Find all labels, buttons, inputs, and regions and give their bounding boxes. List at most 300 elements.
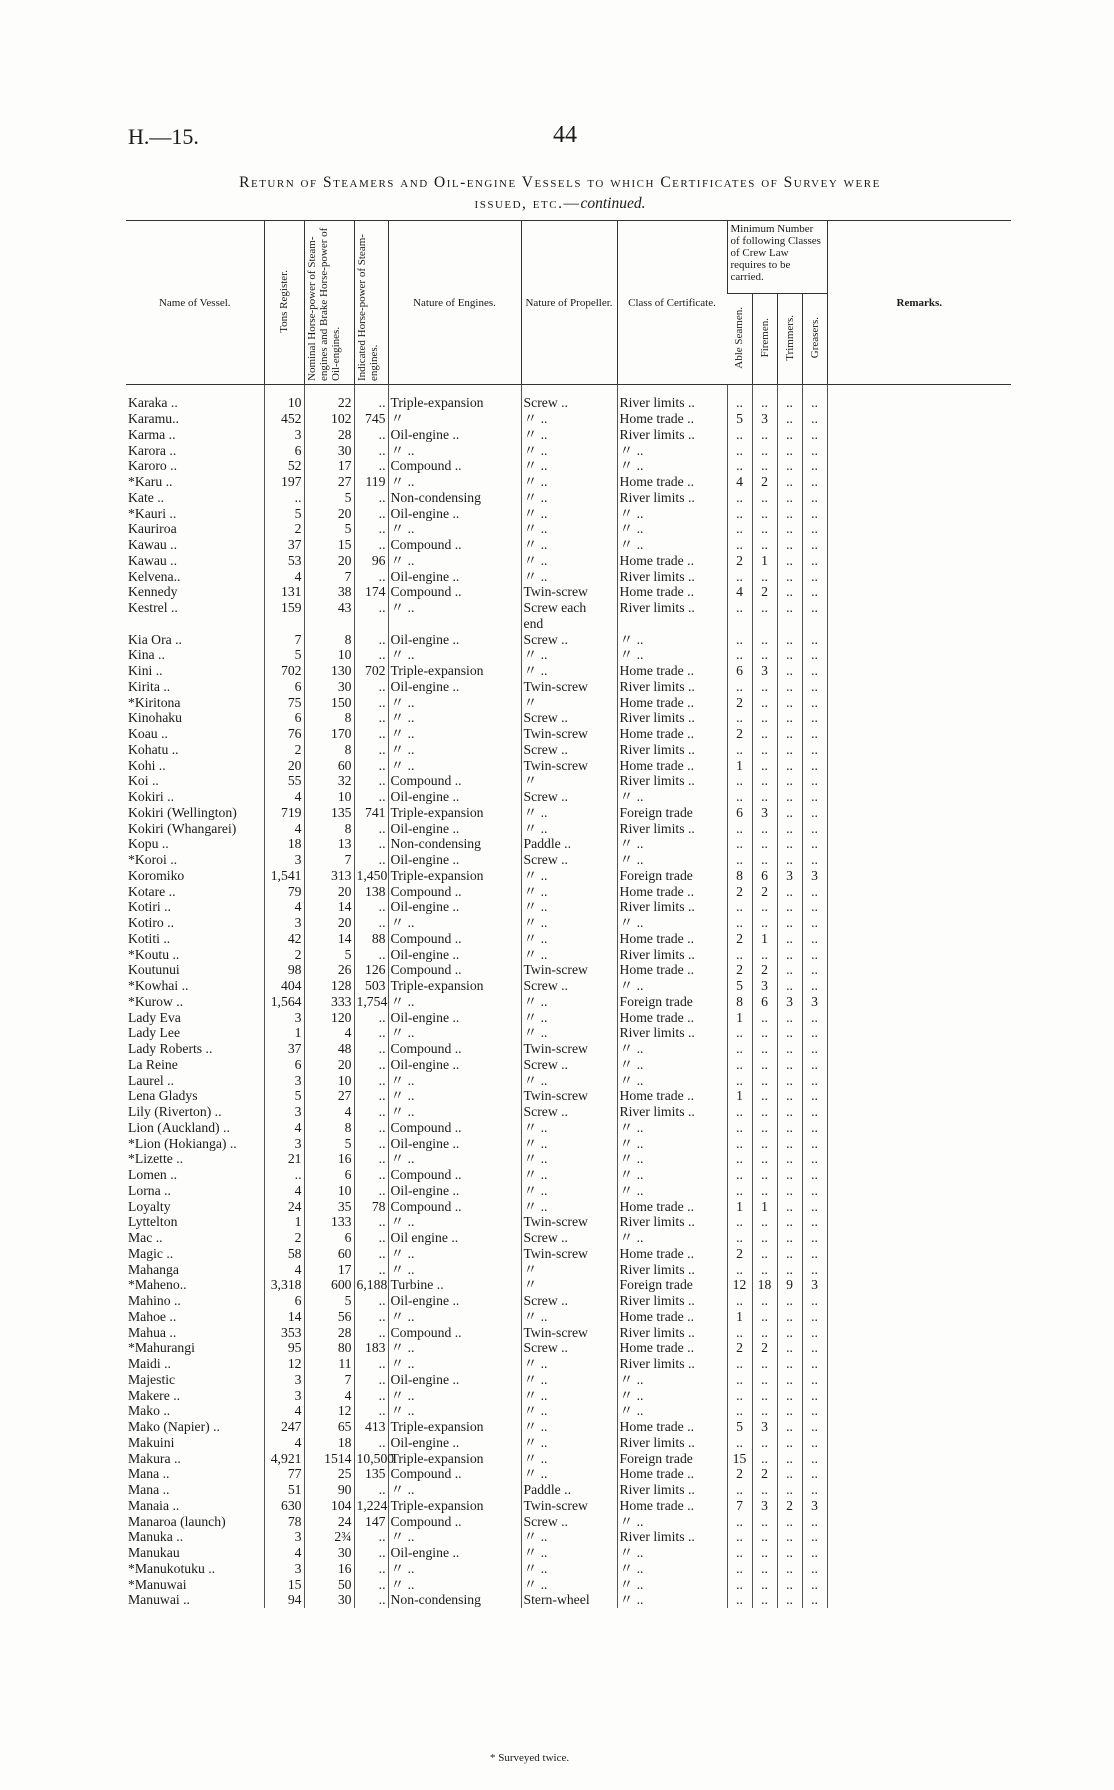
cell-able-seamen: .. bbox=[727, 836, 752, 852]
cell-vessel-name: Karaka .. bbox=[128, 395, 178, 411]
cell-vessel-name: Maidi .. bbox=[128, 1356, 171, 1372]
cell-able-seamen: .. bbox=[727, 679, 752, 695]
cell-vessel-name: Lady Eva bbox=[128, 1009, 181, 1025]
cell-greasers: .. bbox=[802, 1356, 827, 1372]
cell-certificate-class: River limits .. bbox=[617, 1293, 727, 1309]
cell-trimmers: .. bbox=[777, 1009, 802, 1025]
cell-nominal-hp: 48 bbox=[304, 1041, 354, 1057]
cell-firemen: 2 bbox=[752, 1340, 777, 1356]
cell-tons: 4 bbox=[264, 1261, 304, 1277]
cell-tons: 247 bbox=[264, 1419, 304, 1435]
cell-engines: Oil-engine .. bbox=[388, 631, 521, 647]
cell-trimmers: .. bbox=[777, 820, 802, 836]
cell-firemen: 3 bbox=[752, 1419, 777, 1435]
cell-engines: 〃 .. bbox=[388, 1214, 521, 1230]
table-row bbox=[126, 820, 1011, 836]
cell-firemen: 3 bbox=[752, 978, 777, 994]
page-code: H.—15. bbox=[128, 124, 199, 149]
cell-certificate-class: 〃 .. bbox=[617, 442, 727, 458]
cell-firemen: .. bbox=[752, 1435, 777, 1451]
cell-certificate-class: Home trade .. bbox=[617, 474, 727, 490]
cell-indicated-hp bbox=[354, 616, 388, 632]
cell-tons: 4 bbox=[264, 1120, 304, 1136]
table-row bbox=[126, 1513, 1011, 1529]
cell-greasers: .. bbox=[802, 962, 827, 978]
cell-remarks bbox=[827, 1529, 1011, 1545]
cell-tons: 3 bbox=[264, 915, 304, 931]
col-header-nominal-hp-text: Nominal Horse-power of Steam-engines and Brake Horse-power of Oil-engines. bbox=[306, 227, 342, 381]
cell-indicated-hp: .. bbox=[354, 1592, 388, 1608]
cell-firemen: 1 bbox=[752, 1198, 777, 1214]
cell-tons: 5 bbox=[264, 647, 304, 663]
cell-remarks bbox=[827, 1151, 1011, 1167]
cell-tons: 3 bbox=[264, 1009, 304, 1025]
cell-remarks bbox=[827, 1088, 1011, 1104]
cell-able-seamen: .. bbox=[727, 600, 752, 616]
title-line-1: Return of Steamers and Oil-engine Vessels to which Certificates of Survey were bbox=[239, 174, 881, 191]
cell-trimmers: .. bbox=[777, 442, 802, 458]
cell-tons: 4 bbox=[264, 820, 304, 836]
col-header-greasers bbox=[802, 294, 827, 385]
cell-engines: Oil-engine .. bbox=[388, 946, 521, 962]
cell-certificate-class: 〃 .. bbox=[617, 1120, 727, 1136]
cell-tons: 51 bbox=[264, 1482, 304, 1498]
cell-remarks bbox=[827, 726, 1011, 742]
cell-firemen: .. bbox=[752, 1450, 777, 1466]
cell-nominal-hp: 25 bbox=[304, 1466, 354, 1482]
cell-certificate-class: Home trade .. bbox=[617, 584, 727, 600]
cell-greasers: .. bbox=[802, 1513, 827, 1529]
col-header-seamen bbox=[727, 294, 752, 385]
cell-trimmers: .. bbox=[777, 1545, 802, 1561]
cell-engines: Oil-engine .. bbox=[388, 679, 521, 695]
cell-engines: 〃 .. bbox=[388, 915, 521, 931]
cell-nominal-hp: 30 bbox=[304, 442, 354, 458]
cell-vessel-name: Makura .. bbox=[128, 1450, 181, 1466]
cell-indicated-hp: 1,224 bbox=[354, 1498, 388, 1514]
cell-greasers: .. bbox=[802, 395, 827, 411]
cell-tons: 42 bbox=[264, 931, 304, 947]
cell-remarks bbox=[827, 978, 1011, 994]
cell-certificate-class: River limits .. bbox=[617, 1104, 727, 1120]
cell-propeller: 〃 bbox=[521, 1277, 617, 1293]
cell-engines: Compound .. bbox=[388, 883, 521, 899]
cell-vessel-name: *Maheno.. bbox=[128, 1277, 187, 1293]
cell-engines: Oil-engine .. bbox=[388, 1293, 521, 1309]
cell-able-seamen: .. bbox=[727, 1592, 752, 1608]
cell-trimmers: .. bbox=[777, 1372, 802, 1388]
table-row bbox=[126, 1340, 1011, 1356]
cell-firemen: .. bbox=[752, 537, 777, 553]
cell-nominal-hp: 27 bbox=[304, 1088, 354, 1104]
cell-firemen: .. bbox=[752, 647, 777, 663]
cell-vessel-name: Lily (Riverton) .. bbox=[128, 1104, 222, 1120]
cell-able-seamen: .. bbox=[727, 1057, 752, 1073]
cell-tons: 3,318 bbox=[264, 1277, 304, 1293]
cell-certificate-class: Foreign trade bbox=[617, 1277, 727, 1293]
cell-tons: 1 bbox=[264, 1214, 304, 1230]
cell-tons: 4 bbox=[264, 899, 304, 915]
cell-nominal-hp: 16 bbox=[304, 1561, 354, 1577]
table-row bbox=[126, 789, 1011, 805]
cell-propeller: 〃 .. bbox=[521, 915, 617, 931]
cell-vessel-name: Kotiro .. bbox=[128, 915, 175, 931]
cell-trimmers: .. bbox=[777, 427, 802, 443]
cell-engines: 〃 .. bbox=[388, 994, 521, 1010]
cell-vessel-name: Kinohaku bbox=[128, 710, 182, 726]
cell-nominal-hp: 120 bbox=[304, 1009, 354, 1025]
cell-remarks bbox=[827, 1340, 1011, 1356]
cell-indicated-hp: 126 bbox=[354, 962, 388, 978]
cell-vessel-name: Lorna .. bbox=[128, 1182, 171, 1198]
cell-remarks bbox=[827, 868, 1011, 884]
cell-engines: Non-condensing bbox=[388, 836, 521, 852]
cell-firemen: .. bbox=[752, 1057, 777, 1073]
cell-vessel-name: La Reine bbox=[128, 1056, 178, 1072]
cell-firemen: .. bbox=[752, 1230, 777, 1246]
cell-certificate-class: Home trade .. bbox=[617, 663, 727, 679]
cell-trimmers: .. bbox=[777, 883, 802, 899]
cell-engines: Triple-expansion bbox=[388, 663, 521, 679]
cell-engines: 〃 .. bbox=[388, 742, 521, 758]
cell-remarks bbox=[827, 537, 1011, 553]
cell-propeller: Screw .. bbox=[521, 1340, 617, 1356]
cell-greasers: .. bbox=[802, 1104, 827, 1120]
cell-firemen: .. bbox=[752, 1356, 777, 1372]
cell-trimmers: .. bbox=[777, 537, 802, 553]
cell-firemen: .. bbox=[752, 568, 777, 584]
cell-firemen: .. bbox=[752, 820, 777, 836]
cell-remarks bbox=[827, 1183, 1011, 1199]
cell-indicated-hp: 503 bbox=[354, 978, 388, 994]
cell-tons: 58 bbox=[264, 1246, 304, 1262]
cell-vessel-name: Lion (Auckland) .. bbox=[128, 1119, 230, 1135]
table-row bbox=[126, 1246, 1011, 1262]
cell-able-seamen: 8 bbox=[727, 994, 752, 1010]
cell-indicated-hp: .. bbox=[354, 1403, 388, 1419]
cell-nominal-hp: 135 bbox=[304, 805, 354, 821]
cell-tons: 24 bbox=[264, 1198, 304, 1214]
cell-vessel-name: Karamu.. bbox=[128, 411, 179, 427]
cell-able-seamen: 6 bbox=[727, 663, 752, 679]
cell-able-seamen: 7 bbox=[727, 1498, 752, 1514]
cell-firemen: 3 bbox=[752, 1498, 777, 1514]
cell-remarks bbox=[827, 663, 1011, 679]
cell-engines: 〃 .. bbox=[388, 710, 521, 726]
cell-tons: 6 bbox=[264, 442, 304, 458]
cell-nominal-hp: 80 bbox=[304, 1340, 354, 1356]
cell-certificate-class: Foreign trade bbox=[617, 805, 727, 821]
cell-propeller: Twin-screw bbox=[521, 726, 617, 742]
cell-remarks bbox=[827, 490, 1011, 506]
cell-indicated-hp: .. bbox=[354, 1561, 388, 1577]
cell-indicated-hp: .. bbox=[354, 820, 388, 836]
cell-firemen: 6 bbox=[752, 868, 777, 884]
cell-indicated-hp: .. bbox=[354, 1309, 388, 1325]
cell-remarks bbox=[827, 1435, 1011, 1451]
cell-able-seamen: .. bbox=[727, 1513, 752, 1529]
cell-trimmers: .. bbox=[777, 1246, 802, 1262]
cell-able-seamen: .. bbox=[727, 1387, 752, 1403]
cell-able-seamen: .. bbox=[727, 1545, 752, 1561]
cell-propeller: Twin-screw bbox=[521, 757, 617, 773]
cell-nominal-hp: 6 bbox=[304, 1167, 354, 1183]
cell-engines: Triple-expansion bbox=[388, 1498, 521, 1514]
cell-certificate-class: 〃 .. bbox=[617, 537, 727, 553]
cell-nominal-hp: 20 bbox=[304, 1057, 354, 1073]
cell-able-seamen: 2 bbox=[727, 1340, 752, 1356]
cell-greasers: .. bbox=[802, 836, 827, 852]
cell-propeller: 〃 .. bbox=[521, 537, 617, 553]
cell-nominal-hp: 7 bbox=[304, 568, 354, 584]
cell-indicated-hp: 147 bbox=[354, 1513, 388, 1529]
table-row bbox=[126, 994, 1011, 1010]
table-row bbox=[126, 427, 1011, 443]
cell-propeller: 〃 .. bbox=[521, 805, 617, 821]
cell-engines: 〃 .. bbox=[388, 1072, 521, 1088]
cell-nominal-hp: 16 bbox=[304, 1151, 354, 1167]
cell-able-seamen: 2 bbox=[727, 726, 752, 742]
cell-greasers bbox=[802, 616, 827, 632]
cell-engines: 〃 .. bbox=[388, 1403, 521, 1419]
cell-certificate-class: River limits .. bbox=[617, 395, 727, 411]
cell-engines: Compound .. bbox=[388, 1324, 521, 1340]
cell-firemen: 1 bbox=[752, 553, 777, 569]
cell-remarks bbox=[827, 1072, 1011, 1088]
cell-trimmers: 9 bbox=[777, 1277, 802, 1293]
cell-indicated-hp: 138 bbox=[354, 883, 388, 899]
cell-propeller: 〃 .. bbox=[521, 1545, 617, 1561]
cell-certificate-class: River limits .. bbox=[617, 679, 727, 695]
cell-certificate-class: Home trade .. bbox=[617, 411, 727, 427]
cell-remarks bbox=[827, 1592, 1011, 1608]
cell-nominal-hp: 43 bbox=[304, 600, 354, 616]
cell-firemen: .. bbox=[752, 1120, 777, 1136]
cell-vessel-name: Lady Lee bbox=[128, 1025, 181, 1041]
cell-greasers: .. bbox=[802, 789, 827, 805]
cell-remarks bbox=[827, 395, 1011, 411]
cell-propeller: 〃 .. bbox=[521, 474, 617, 490]
cell-trimmers: .. bbox=[777, 584, 802, 600]
cell-able-seamen: .. bbox=[727, 1183, 752, 1199]
cell-propeller: 〃 .. bbox=[521, 1466, 617, 1482]
header-row bbox=[126, 221, 1011, 294]
cell-tons: 4 bbox=[264, 1435, 304, 1451]
table-row bbox=[126, 1230, 1011, 1246]
cell-able-seamen: 2 bbox=[727, 694, 752, 710]
cell-remarks bbox=[827, 1167, 1011, 1183]
table-row bbox=[126, 1450, 1011, 1466]
cell-propeller: 〃 .. bbox=[521, 1529, 617, 1545]
cell-nominal-hp: 20 bbox=[304, 505, 354, 521]
cell-remarks bbox=[827, 1561, 1011, 1577]
table-row bbox=[126, 1041, 1011, 1057]
cell-vessel-name: Lomen .. bbox=[128, 1167, 178, 1183]
cell-vessel-name: Mahanga bbox=[128, 1261, 179, 1277]
cell-trimmers: .. bbox=[777, 852, 802, 868]
cell-able-seamen: .. bbox=[727, 1561, 752, 1577]
cell-engines bbox=[388, 616, 521, 632]
cell-indicated-hp: .. bbox=[354, 946, 388, 962]
cell-remarks bbox=[827, 411, 1011, 427]
cell-firemen: .. bbox=[752, 789, 777, 805]
cell-indicated-hp: 745 bbox=[354, 411, 388, 427]
cell-firemen: .. bbox=[752, 1545, 777, 1561]
cell-remarks bbox=[827, 679, 1011, 695]
cell-firemen: .. bbox=[752, 1513, 777, 1529]
cell-remarks bbox=[827, 1545, 1011, 1561]
cell-tons: 5 bbox=[264, 505, 304, 521]
cell-vessel-name: Mahoe .. bbox=[128, 1308, 177, 1324]
cell-tons: 4 bbox=[264, 1403, 304, 1419]
col-header-tons-text: Tons Register. bbox=[278, 269, 290, 333]
cell-able-seamen: .. bbox=[727, 820, 752, 836]
cell-certificate-class: Home trade .. bbox=[617, 1198, 727, 1214]
cell-vessel-name: Manukau bbox=[128, 1545, 180, 1561]
cell-propeller: 〃 .. bbox=[521, 1120, 617, 1136]
cell-tons: 3 bbox=[264, 1104, 304, 1120]
cell-propeller: 〃 .. bbox=[521, 1198, 617, 1214]
cell-indicated-hp: 413 bbox=[354, 1419, 388, 1435]
cell-vessel-name: Lyttelton bbox=[128, 1214, 178, 1230]
cell-tons: 21 bbox=[264, 1151, 304, 1167]
cell-remarks bbox=[827, 694, 1011, 710]
cell-able-seamen: .. bbox=[727, 789, 752, 805]
cell-indicated-hp: .. bbox=[354, 568, 388, 584]
cell-propeller: Twin-screw bbox=[521, 1214, 617, 1230]
cell-certificate-class: 〃 .. bbox=[617, 1167, 727, 1183]
cell-engines: Oil-engine .. bbox=[388, 1183, 521, 1199]
cell-greasers: .. bbox=[802, 1576, 827, 1592]
table-row bbox=[126, 537, 1011, 553]
cell-engines: Triple-expansion bbox=[388, 868, 521, 884]
cell-nominal-hp: 14 bbox=[304, 931, 354, 947]
cell-propeller: 〃 .. bbox=[521, 1372, 617, 1388]
table-row bbox=[126, 836, 1011, 852]
cell-trimmers: .. bbox=[777, 647, 802, 663]
cell-certificate-class: River limits .. bbox=[617, 710, 727, 726]
cell-able-seamen: .. bbox=[727, 505, 752, 521]
cell-tons: 3 bbox=[264, 427, 304, 443]
cell-nominal-hp: 35 bbox=[304, 1198, 354, 1214]
cell-tons: 4,921 bbox=[264, 1450, 304, 1466]
cell-firemen: .. bbox=[752, 395, 777, 411]
cell-engines: 〃 .. bbox=[388, 1529, 521, 1545]
col-header-greasers-text: Greasers. bbox=[808, 316, 821, 359]
cell-greasers: .. bbox=[802, 490, 827, 506]
cell-greasers: .. bbox=[802, 1293, 827, 1309]
cell-vessel-name: Kohatu .. bbox=[128, 741, 179, 757]
cell-propeller: Screw .. bbox=[521, 852, 617, 868]
cell-firemen: .. bbox=[752, 1167, 777, 1183]
cell-propeller: Twin-screw bbox=[521, 1246, 617, 1262]
cell-tons: 14 bbox=[264, 1309, 304, 1325]
cell-engines: Oil-engine .. bbox=[388, 427, 521, 443]
cell-firemen: .. bbox=[752, 490, 777, 506]
col-header-remarks: Remarks. bbox=[827, 221, 1011, 385]
cell-engines: 〃 .. bbox=[388, 442, 521, 458]
cell-engines: Compound .. bbox=[388, 1041, 521, 1057]
cell-remarks bbox=[827, 616, 1011, 632]
cell-propeller: Twin-screw bbox=[521, 1324, 617, 1340]
table-row bbox=[126, 600, 1011, 616]
cell-trimmers: .. bbox=[777, 600, 802, 616]
cell-engines: Compound .. bbox=[388, 1198, 521, 1214]
cell-indicated-hp: .. bbox=[354, 1135, 388, 1151]
cell-able-seamen: .. bbox=[727, 1529, 752, 1545]
cell-certificate-class: River limits .. bbox=[617, 1214, 727, 1230]
cell-tons: 353 bbox=[264, 1324, 304, 1340]
cell-vessel-name: Mana .. bbox=[128, 1466, 170, 1482]
cell-vessel-name: Manaroa (launch) bbox=[128, 1513, 226, 1529]
col-header-crew-group: Minimum Number of following Classes of Crew Law requires to be carried. bbox=[727, 221, 827, 294]
cell-certificate-class: 〃 .. bbox=[617, 1372, 727, 1388]
cell-greasers: .. bbox=[802, 1324, 827, 1340]
cell-trimmers: .. bbox=[777, 962, 802, 978]
cell-firemen: .. bbox=[752, 631, 777, 647]
cell-trimmers: .. bbox=[777, 1576, 802, 1592]
cell-tons: 719 bbox=[264, 805, 304, 821]
table-row bbox=[126, 1277, 1011, 1293]
cell-engines: Non-condensing bbox=[388, 1592, 521, 1608]
cell-tons: 2 bbox=[264, 1230, 304, 1246]
col-header-firemen bbox=[752, 294, 777, 385]
cell-tons: 702 bbox=[264, 663, 304, 679]
cell-remarks bbox=[827, 1356, 1011, 1372]
cell-nominal-hp: 150 bbox=[304, 694, 354, 710]
cell-certificate-class: Home trade .. bbox=[617, 931, 727, 947]
cell-indicated-hp: 741 bbox=[354, 805, 388, 821]
cell-greasers: .. bbox=[802, 1088, 827, 1104]
cell-propeller: Twin-screw bbox=[521, 1498, 617, 1514]
cell-engines: Oil-engine .. bbox=[388, 820, 521, 836]
cell-trimmers: .. bbox=[777, 568, 802, 584]
cell-vessel-name: Kokiri (Wellington) bbox=[128, 804, 237, 820]
cell-able-seamen: .. bbox=[727, 1403, 752, 1419]
cell-nominal-hp: 14 bbox=[304, 899, 354, 915]
cell-propeller: 〃 .. bbox=[521, 1025, 617, 1041]
cell-indicated-hp: .. bbox=[354, 1356, 388, 1372]
cell-greasers: .. bbox=[802, 742, 827, 758]
cell-indicated-hp: .. bbox=[354, 836, 388, 852]
cell-engines: Turbine .. bbox=[388, 1277, 521, 1293]
cell-vessel-name: Kini .. bbox=[128, 663, 163, 679]
cell-engines: Oil engine .. bbox=[388, 1230, 521, 1246]
cell-nominal-hp: 8 bbox=[304, 710, 354, 726]
cell-vessel-name: Kotiti .. bbox=[128, 930, 171, 946]
cell-trimmers: .. bbox=[777, 521, 802, 537]
cell-propeller: Twin-screw bbox=[521, 679, 617, 695]
cell-able-seamen: .. bbox=[727, 710, 752, 726]
cell-indicated-hp: .. bbox=[354, 427, 388, 443]
cell-trimmers: .. bbox=[777, 1340, 802, 1356]
cell-nominal-hp: 5 bbox=[304, 490, 354, 506]
cell-vessel-name: Karma .. bbox=[128, 426, 176, 442]
table-row bbox=[126, 1293, 1011, 1309]
table-row bbox=[126, 1435, 1011, 1451]
cell-greasers: .. bbox=[802, 1545, 827, 1561]
cell-indicated-hp: .. bbox=[354, 742, 388, 758]
cell-vessel-name: Kotiri .. bbox=[128, 899, 171, 915]
table-row bbox=[126, 757, 1011, 773]
cell-nominal-hp: 10 bbox=[304, 789, 354, 805]
cell-propeller: Paddle .. bbox=[521, 1482, 617, 1498]
cell-engines: Compound .. bbox=[388, 773, 521, 789]
cell-indicated-hp: .. bbox=[354, 1120, 388, 1136]
cell-engines: Triple-expansion bbox=[388, 395, 521, 411]
cell-firemen: 3 bbox=[752, 663, 777, 679]
cell-propeller: 〃 .. bbox=[521, 1387, 617, 1403]
